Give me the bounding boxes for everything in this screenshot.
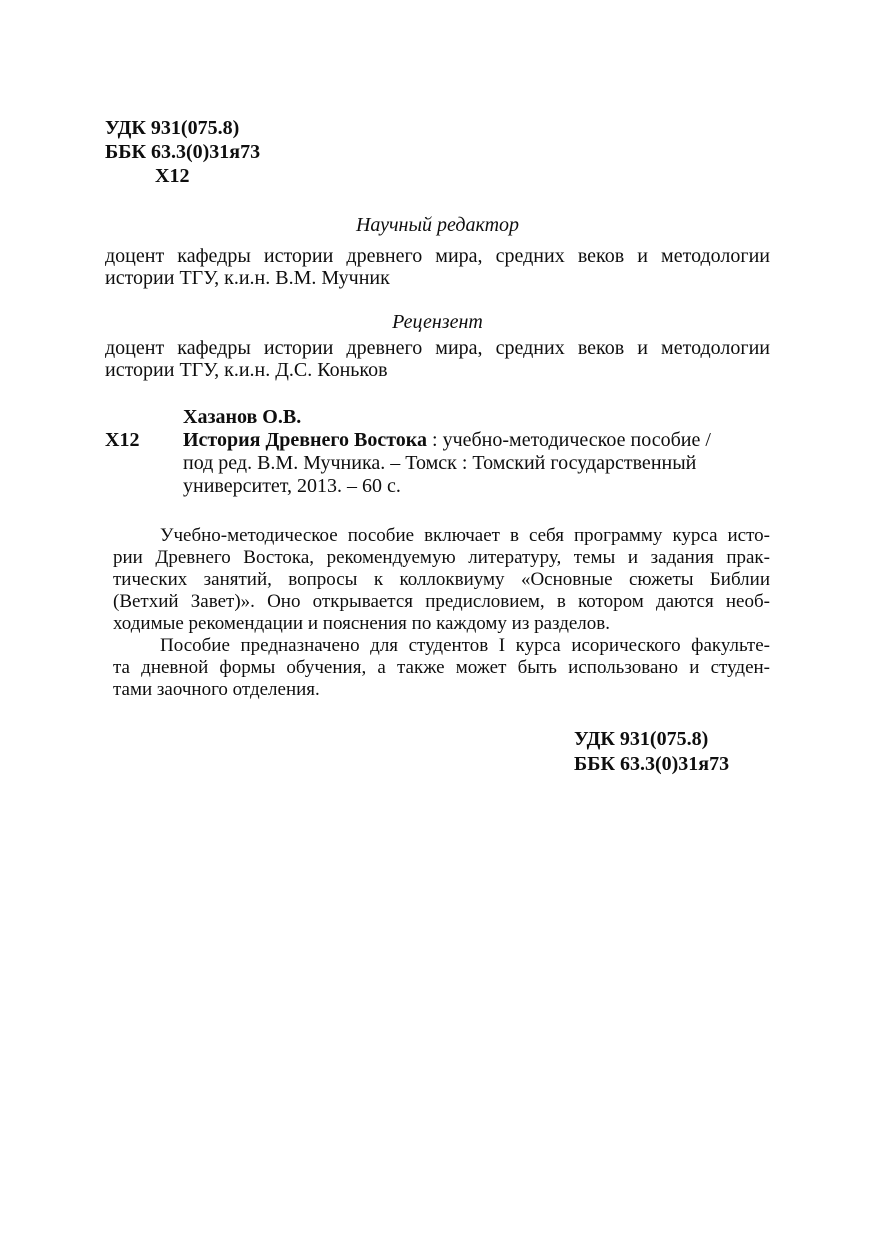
reviewer-line: доцент кафедры истории древнего мира, средних веков и методологии: [105, 337, 770, 359]
editor-line: доцент кафедры истории древнего мира, средних веков и методологии: [105, 245, 770, 267]
annotation-line: Пособие предназначено для студентов I курса исорического факульте-: [160, 635, 770, 656]
bib-author: Хазанов О.В.: [183, 406, 302, 428]
editor-line: истории ТГУ, к.и.н. В.М. Мучник: [105, 267, 390, 289]
top-classification-codes: [105, 116, 770, 188]
reviewer-heading: Рецензент: [392, 311, 483, 333]
bib-title: История Древнего Востока: [183, 429, 428, 451]
annotation-line: тических занятий, вопросы к коллоквиуму «Основные сюжеты Библии: [113, 569, 770, 590]
annotation-line: (Ветхий Завет)». Оно открывается предисловием, в котором даются необ-: [113, 591, 770, 612]
reviewer-line: истории ТГУ, к.и.н. Д.С. Коньков: [105, 359, 388, 381]
bbk-code-top: ББК 63.3(0)31я73: [105, 141, 261, 163]
annotation-block: [105, 525, 770, 701]
annotation-line: та дневной формы обучения, а также может быть использовано и студен-: [113, 657, 770, 678]
author-sign-bib: Х12: [105, 429, 140, 451]
bib-title-line: [183, 429, 770, 452]
bib-collation-line: университет, 2013. – 60 с.: [183, 475, 401, 497]
scientific-editor-text: [105, 245, 770, 289]
reviewer-text: [105, 337, 770, 381]
udk-code-bottom: УДК 931(075.8): [574, 728, 709, 750]
annotation-line: тами заочного отделения.: [113, 679, 320, 700]
scientific-editor-heading: Научный редактор: [355, 214, 520, 236]
annotation-line: рии Древнего Востока, рекомендуемую литературу, темы и задания прак-: [113, 547, 770, 568]
annotation-line: Учебно-методическое пособие включает в себя программу курса исто-: [160, 525, 770, 546]
author-sign-top: Х12: [155, 165, 190, 187]
bibliographic-entry: [105, 406, 770, 498]
bbk-code-bottom: ББК 63.3(0)31я73: [574, 753, 730, 775]
annotation-line: ходимые рекомендации и пояснения по каждому из разделов.: [113, 613, 610, 634]
bibliographic-description: [183, 406, 770, 498]
bottom-classification-codes: [574, 727, 770, 777]
content-column: [105, 0, 770, 777]
bib-title-rest: : учебно-методическое пособие /: [427, 429, 711, 451]
annotation-paragraph-2: [113, 635, 770, 701]
udk-code-top: УДК 931(075.8): [105, 117, 240, 139]
bib-imprint-line: под ред. В.М. Мучника. – Томск : Томский государственный: [183, 452, 697, 474]
annotation-paragraph-1: [113, 525, 770, 635]
